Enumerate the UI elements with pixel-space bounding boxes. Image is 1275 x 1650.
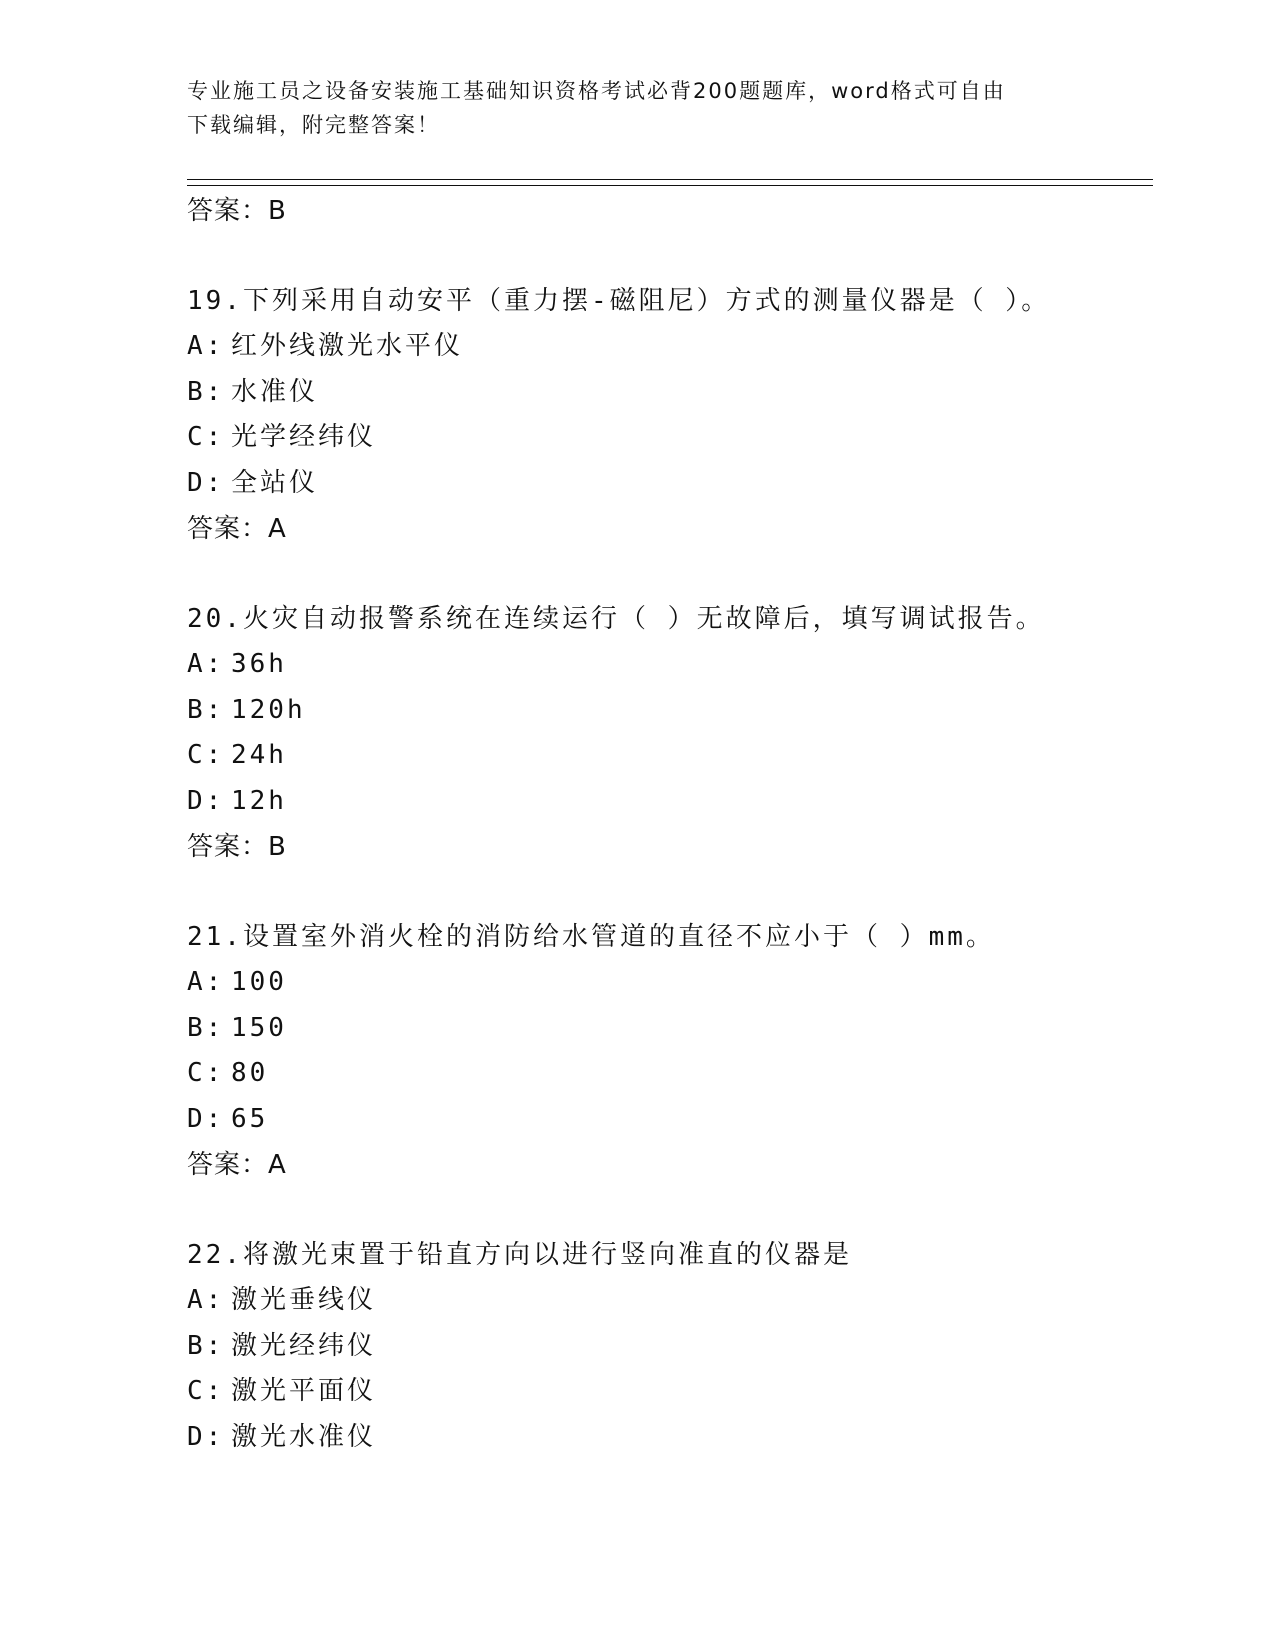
question-text: 19.下列采用自动安平（重力摆-磁阻尼）方式的测量仪器是（ ）。 [187, 286, 1051, 316]
option-b [187, 370, 1147, 416]
answer-line: 答案：B [187, 832, 287, 862]
option-b [187, 1324, 1147, 1370]
option-letter: C: [187, 1376, 225, 1406]
option-d [187, 1415, 1147, 1461]
option-a [187, 1278, 1147, 1324]
option-text: 100 [231, 967, 287, 997]
question-20 [187, 596, 1147, 870]
option-letter: A: [187, 1285, 225, 1315]
option-a [187, 642, 1147, 688]
option-text: 24h [231, 740, 287, 770]
option-text: 激光平面仪 [231, 1376, 377, 1406]
answer-line: 答案：B [187, 196, 287, 226]
header-line-2: 下载编辑，附完整答案！ [187, 113, 440, 137]
question-text: 21.设置室外消火栓的消防给水管道的直径不应小于（ ）mm。 [187, 922, 995, 952]
option-text: 36h [231, 649, 287, 679]
option-letter: B: [187, 694, 225, 725]
question-21 [187, 914, 1147, 1188]
option-text: 120h [231, 694, 306, 725]
option-letter: B: [187, 376, 225, 407]
option-letter: C: [187, 1058, 225, 1088]
document-header [187, 74, 1087, 142]
option-a [187, 960, 1147, 1006]
option-letter: D: [187, 1103, 225, 1134]
option-c [187, 1369, 1147, 1415]
option-text: 激光垂线仪 [231, 1285, 377, 1315]
option-c [187, 1051, 1147, 1097]
option-b [187, 688, 1147, 734]
option-text: 水准仪 [231, 376, 319, 407]
option-letter: C: [187, 740, 225, 770]
option-letter: D: [187, 1421, 225, 1452]
option-letter: A: [187, 331, 225, 361]
option-a [187, 324, 1147, 370]
option-text: 全站仪 [231, 467, 319, 498]
option-b [187, 1006, 1147, 1052]
header-divider-bottom [187, 185, 1153, 186]
option-letter: B: [187, 1330, 225, 1361]
option-letter: D: [187, 785, 225, 816]
option-letter: D: [187, 467, 225, 498]
option-c [187, 733, 1147, 779]
option-text: 65 [231, 1103, 269, 1134]
option-text: 80 [231, 1058, 269, 1088]
option-letter: B: [187, 1012, 225, 1043]
header-line-1: 专业施工员之设备安装施工基础知识资格考试必背200题题库，word格式可自由 [187, 79, 1006, 103]
question-text: 20.火灾自动报警系统在连续运行（ ）无故障后，填写调试报告。 [187, 604, 1045, 634]
option-text: 激光经纬仪 [231, 1330, 377, 1361]
question-text: 22.将激光束置于铅直方向以进行竖向准直的仪器是 [187, 1240, 852, 1270]
option-d [187, 779, 1147, 825]
option-text: 150 [231, 1012, 287, 1043]
answer-line: 答案：A [187, 1150, 287, 1180]
option-c [187, 415, 1147, 461]
option-text: 激光水准仪 [231, 1421, 377, 1452]
option-letter: C: [187, 422, 225, 452]
option-d [187, 461, 1147, 507]
question-19 [187, 278, 1147, 552]
option-text: 红外线激光水平仪 [231, 331, 464, 361]
option-text: 光学经纬仪 [231, 422, 377, 452]
option-d [187, 1097, 1147, 1143]
question-22 [187, 1232, 1147, 1460]
question-list [187, 188, 1147, 1460]
option-letter: A: [187, 649, 225, 679]
option-letter: A: [187, 967, 225, 997]
header-divider-top [187, 179, 1153, 180]
answer-line: 答案：A [187, 514, 287, 544]
option-text: 12h [231, 785, 287, 816]
